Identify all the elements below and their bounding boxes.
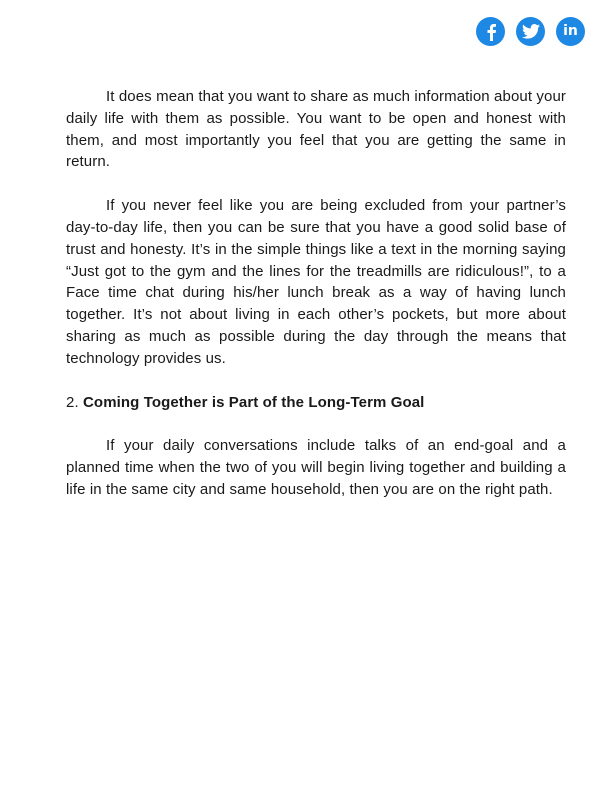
- section-heading: [66, 392, 566, 414]
- section-number: 2.: [66, 393, 79, 411]
- linkedin-icon: in: [563, 23, 578, 39]
- paragraph: If your daily conversations include talks of an end-goal and a planned time when the two of you will begin living together and building a life in the same city and same household, then you are on the right path.: [66, 437, 566, 498]
- twitter-share-button[interactable]: [516, 17, 545, 46]
- paragraph: It does mean that you want to share as much information about your daily life with them as possible. You want to be open and honest with them, and most importantly you feel that you are getting the same in return.: [66, 88, 566, 171]
- facebook-icon: [484, 23, 498, 41]
- facebook-share-button[interactable]: [476, 17, 505, 46]
- section-title: Coming Together is Part of the Long-Term Goal: [83, 393, 425, 411]
- document-body: [66, 86, 566, 501]
- paragraph: If you never feel like you are being excluded from your partner’s day-to-day life, then you can be sure that you have a good solid base of trust and honesty. It’s in the simple things like a text in the morning saying “Just got to the gym and the lines for the treadmills are ridiculous!”, to a Face time chat during his/her lunch break as a way of having lunch together. It’s not about living in each other’s pockets, but more about sharing as much as possible during the day through the means that technology provides us.: [66, 197, 566, 367]
- linkedin-share-button[interactable]: [556, 17, 585, 46]
- twitter-icon: [522, 24, 540, 39]
- social-share-bar: [476, 17, 585, 46]
